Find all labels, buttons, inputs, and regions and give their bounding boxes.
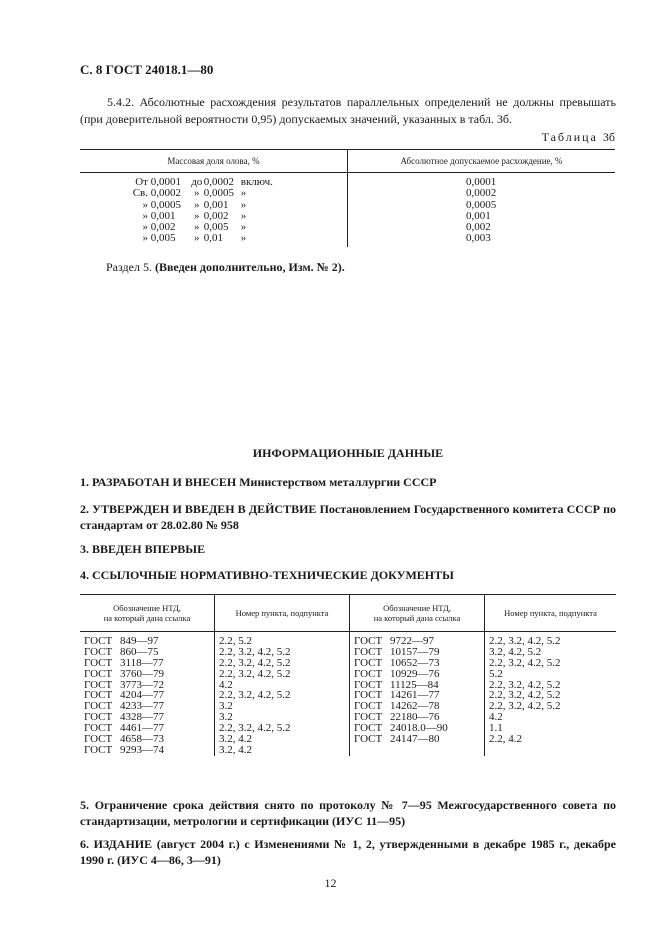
range-prefix: » xyxy=(142,232,148,245)
ref-left-docs xyxy=(80,632,215,756)
ranges-cell xyxy=(80,173,348,248)
range-to-word: » xyxy=(194,209,200,222)
ref-doc-number: 10652—73 xyxy=(390,656,440,669)
ref-doc-prefix: ГОСТ xyxy=(84,743,113,756)
ref-doc-prefix: ГОСТ xyxy=(84,722,113,735)
info-title: ИНФОРМАЦИОННЫЕ ДАННЫЕ xyxy=(252,446,444,460)
ref-doc-prefix: ГОСТ xyxy=(84,667,113,680)
page-header: С. 8 ГОСТ 24018.1—80 xyxy=(80,62,214,77)
ref-item: 4.2 xyxy=(489,711,503,724)
ref-header-item-left: Номер пункта, подпункта xyxy=(215,595,350,632)
ref-header-doc-right xyxy=(350,595,485,632)
tolerance-value: 0,0005 xyxy=(466,198,497,211)
ref-doc-number: 9293—74 xyxy=(120,743,164,756)
ref-item: 2.2, 3.2, 4.2, 5.2 xyxy=(219,656,291,669)
range-from: 0,005 xyxy=(150,232,176,245)
ref-item: 3.2, 4.2, 5.2 xyxy=(489,645,542,658)
ref-doc-prefix: ГОСТ xyxy=(84,678,113,691)
info-item-4 xyxy=(80,567,616,583)
range-to: 0,01 xyxy=(203,232,223,245)
ref-header-doc-left-1: Обозначение НТД, xyxy=(113,603,181,613)
ref-doc-number: 9722—97 xyxy=(390,635,434,647)
ref-doc-prefix: ГОСТ xyxy=(84,711,113,724)
values-cell xyxy=(348,173,616,248)
ref-item: 5.2 xyxy=(489,667,503,680)
table-caption-number: 3б xyxy=(602,130,615,144)
ref-doc-number: 11125—84 xyxy=(390,678,439,691)
range-from: 0,0005 xyxy=(150,198,181,211)
ref-right-docs xyxy=(350,632,485,756)
range-row xyxy=(132,188,347,199)
tolerance-value: 0,0002 xyxy=(466,187,497,200)
range-row xyxy=(132,233,347,244)
ref-doc-prefix: ГОСТ xyxy=(84,700,113,713)
ref-doc-prefix: ГОСТ xyxy=(354,689,383,702)
ref-doc-prefix: ГОСТ xyxy=(84,645,113,658)
info-item-1 xyxy=(80,474,616,490)
range-suffix: » xyxy=(240,221,247,234)
ref-header-item-right: Номер пункта, подпункта xyxy=(485,595,617,632)
tolerance-value: 0,001 xyxy=(466,209,491,222)
range-suffix: » xyxy=(240,209,247,222)
info-item-1-text: Министерством металлургии СССР xyxy=(239,475,437,489)
range-prefix: » xyxy=(142,221,148,234)
ref-doc-number: 4461—77 xyxy=(120,722,164,735)
ref-header-doc-left-2: на который дана ссылка xyxy=(103,613,191,623)
ref-item: 3.2 xyxy=(219,700,233,713)
ref-doc-prefix: ГОСТ xyxy=(84,733,113,746)
ref-doc-number: 10929—76 xyxy=(390,667,440,680)
range-from: 0,0001 xyxy=(150,176,181,188)
range-prefix: » xyxy=(142,198,148,211)
reference-table xyxy=(80,594,616,756)
range-suffix: включ. xyxy=(240,176,273,188)
ref-doc-prefix: ГОСТ xyxy=(84,635,113,647)
ref-item: 2.2, 3.2, 4.2, 5.2 xyxy=(219,689,291,702)
ref-doc-prefix: ГОСТ xyxy=(354,645,383,658)
info-item-3 xyxy=(80,541,616,557)
range-prefix: » xyxy=(142,209,148,222)
range-from: 0,002 xyxy=(150,221,176,234)
ref-item: 2.2, 3.2, 4.2, 5.2 xyxy=(219,645,291,658)
ref-doc-number: 860—75 xyxy=(120,645,159,658)
table-caption xyxy=(542,130,615,145)
ref-header-doc-right-1: Обозначение НТД, xyxy=(383,603,451,613)
section-note-prefix: Раздел 5. xyxy=(106,260,152,274)
ref-item: 4.2 xyxy=(219,678,233,691)
clause-5-4-2: 5.4.2. Абсолютные расхождения результатов параллельных определений не должны превышать (при доверительной вероятности 0,95) допускаемых значений, указанных в табл. 3б. xyxy=(80,95,616,126)
col-header-tolerance: Абсолютное допускаемое расхождение, % xyxy=(348,150,616,173)
ref-doc-number: 4328—77 xyxy=(120,711,164,724)
range-to-word: » xyxy=(194,187,200,200)
ref-doc-number: 24018.0—90 xyxy=(390,722,448,735)
info-item-5-text: Ограничение срока действия снято по протоколу № 7—95 Межгосударственного совета по стандартизации, метрологии и сертификации (ИУС 11—95) xyxy=(80,798,617,828)
ref-doc-prefix: ГОСТ xyxy=(354,635,383,647)
table-3b xyxy=(80,149,615,247)
ref-doc-number: 14262—78 xyxy=(390,700,440,713)
range-suffix: » xyxy=(240,187,247,200)
range-prefix: От xyxy=(135,176,148,188)
range-prefix: Св. xyxy=(132,187,148,200)
ref-doc-number: 22180—76 xyxy=(390,711,440,724)
ref-doc-prefix: ГОСТ xyxy=(354,678,383,691)
range-from: 0,0002 xyxy=(150,187,181,200)
ref-left-items xyxy=(215,632,350,756)
ref-doc-prefix: ГОСТ xyxy=(354,656,383,669)
range-to: 0,001 xyxy=(203,198,229,211)
col-header-mass-fraction: Массовая доля олова, % xyxy=(80,150,348,173)
info-item-4-label: 4. ССЫЛОЧНЫЕ НОРМАТИВНО-ТЕХНИЧЕСКИЕ ДОКУМЕНТЫ xyxy=(80,568,454,582)
range-suffix: » xyxy=(240,198,247,211)
ref-item: 2.2, 5.2 xyxy=(219,635,252,647)
table-caption-word: Таблица xyxy=(541,130,598,144)
ref-doc-prefix: ГОСТ xyxy=(354,700,383,713)
ref-item: 3.2 xyxy=(219,711,233,724)
ref-item: 1.1 xyxy=(489,722,503,735)
ref-doc-prefix: ГОСТ xyxy=(354,722,383,735)
range-suffix: » xyxy=(240,232,247,245)
ref-doc-number: 4658—73 xyxy=(120,733,164,746)
ref-doc-number: 849—97 xyxy=(120,635,159,647)
info-item-6 xyxy=(80,836,616,868)
ref-doc-number: 4204—77 xyxy=(120,689,164,702)
ref-doc-prefix: ГОСТ xyxy=(84,656,113,669)
ref-item: 2.2, 3.2, 4.2, 5.2 xyxy=(489,700,561,713)
info-item-1-label: 1. РАЗРАБОТАН И ВНЕСЕН xyxy=(80,475,237,489)
ref-doc-prefix: ГОСТ xyxy=(354,733,383,746)
info-item-5 xyxy=(80,797,616,829)
range-to: 0,0002 xyxy=(203,176,234,188)
ref-item: 2.2, 3.2, 4.2, 5.2 xyxy=(219,667,291,680)
info-item-3-label: 3. ВВЕДЕН ВПЕРВЫЕ xyxy=(80,542,206,556)
ref-doc xyxy=(84,745,214,756)
ref-doc-prefix: ГОСТ xyxy=(354,711,383,724)
ref-item: 2.2, 4.2 xyxy=(489,733,522,746)
ref-doc-number: 3118—77 xyxy=(120,656,164,669)
info-item-2 xyxy=(80,501,616,533)
ref-item: 2.2, 3.2, 4.2, 5.2 xyxy=(489,656,561,669)
ref-doc-prefix: ГОСТ xyxy=(84,689,113,702)
ref-item: 2.2, 3.2, 4.2, 5.2 xyxy=(489,689,561,702)
ref-right-items xyxy=(485,632,617,756)
ref-doc-number: 3760—79 xyxy=(120,667,164,680)
range-to-word: » xyxy=(194,198,200,211)
ref-doc-number: 4233—77 xyxy=(120,700,164,713)
section-note-bold: (Введен дополнительно, Изм. № 2). xyxy=(154,260,345,274)
tolerance-value: 0,0001 xyxy=(466,176,497,188)
range-from: 0,001 xyxy=(150,209,176,222)
ref-doc xyxy=(354,734,484,745)
range-to-word: » xyxy=(194,221,200,234)
ref-item: 3.2, 4.2 xyxy=(219,743,252,756)
ref-doc-number: 3773—72 xyxy=(120,678,164,691)
value-list xyxy=(466,177,615,245)
tolerance-value: 0,002 xyxy=(466,221,491,234)
info-item-5-label: 5. xyxy=(80,798,89,812)
ref-item: 2.2, 3.2, 4.2, 5.2 xyxy=(489,635,561,647)
ref-item: 3.2, 4.2 xyxy=(219,733,252,746)
tolerance-value: 0,003 xyxy=(466,232,491,245)
info-item-2-text: Постановлением Государственного комитета СССР по стандартам от 28.02.80 № 958 xyxy=(80,502,616,532)
ref-item: 2.2, 3.2, 4.2, 5.2 xyxy=(219,722,291,735)
range-to: 0,002 xyxy=(203,209,229,222)
range-to: 0,0005 xyxy=(203,187,234,200)
range-list xyxy=(132,177,347,245)
ref-doc-number: 24147—80 xyxy=(390,733,440,746)
ref-doc-number: 14261—77 xyxy=(390,689,440,702)
range-to-word: » xyxy=(194,232,200,245)
ref-header-doc-right-2: на который дана ссылка xyxy=(373,613,461,623)
info-item-6-label: 6. ИЗДАНИЕ xyxy=(80,837,153,851)
range-to: 0,005 xyxy=(203,221,229,234)
info-item-2-label: 2. УТВЕРЖДЕН И ВВЕДЕН В ДЕЙСТВИЕ xyxy=(80,502,317,516)
range-to-word: до xyxy=(191,176,203,188)
ref-doc-number: 10157—79 xyxy=(390,645,440,658)
ref-doc-prefix: ГОСТ xyxy=(354,667,383,680)
ref-header-doc-left xyxy=(80,595,215,632)
ref-item: 2.2, 3.2, 4.2, 5.2 xyxy=(489,678,561,691)
page-number: 12 xyxy=(324,876,337,890)
info-item-6-text: (август 2004 г.) с Изменениями № 1, 2, утвержденными в декабре 1985 г., декабре 1990 г. (ИУС 4—86, 3—91) xyxy=(80,837,616,867)
section-note xyxy=(106,260,345,275)
